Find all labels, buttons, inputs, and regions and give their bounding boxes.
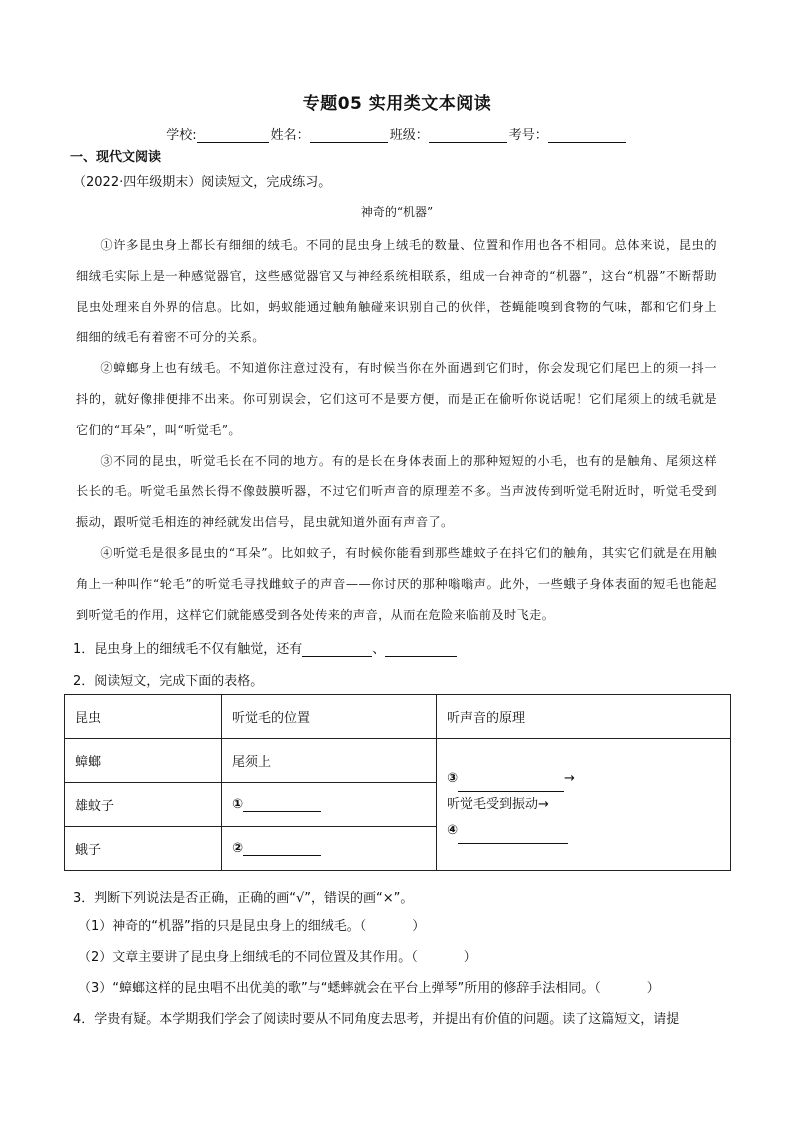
- school-label: 学校:: [166, 128, 197, 143]
- article-paragraph-4: ④听觉毛是很多昆虫的“耳朵”。比如蚊子，有时候你能看到那些雄蚊子在抖它们的触角，其实它们就是在用触角上一种叫作“轮毛”的听觉毛寻找雌蚊子的声音——你讨厌的那种嗡嗡声。此外，一些蛾子身体表面的短毛也能起到听觉毛的作用，这样它们就能感受到各处传来的声音，从而在危险来临前及时飞走。: [76, 545, 717, 622]
- table-header-insect: 昆虫: [65, 695, 222, 739]
- table-cell-insect: 雄蚊子: [65, 783, 222, 827]
- principle-line-3: [447, 818, 730, 844]
- paren-close: ）: [463, 950, 477, 965]
- principle-blank-4[interactable]: [458, 829, 568, 844]
- school-field[interactable]: [197, 128, 269, 143]
- name-label: 姓名：: [270, 128, 310, 143]
- class-field[interactable]: [429, 128, 507, 143]
- question-3: 3．判断下列说法是否正确，正确的画“√”，错误的画“×”。: [73, 891, 414, 906]
- question-1-separator: 、: [372, 642, 386, 657]
- table-cell-principle: [437, 739, 731, 871]
- table-cell-position: [222, 783, 437, 827]
- table-cell-insect: 蛾子: [65, 827, 222, 871]
- question-2: 2．阅读短文，完成下面的表格。: [73, 674, 264, 689]
- name-field[interactable]: [310, 128, 388, 143]
- paren-open: （: [411, 950, 418, 965]
- question-4: 4．学贵有疑。本学期我们学会了阅读时要从不同角度去思考，并提出有价值的问题。读了这篇短文，请提: [73, 1012, 680, 1027]
- article-body: [76, 230, 717, 630]
- question-3-item-3: [78, 977, 660, 996]
- principle-line-1: [447, 766, 730, 792]
- question-3-item-2: [78, 946, 477, 965]
- mark-2: ②: [232, 841, 244, 856]
- principle-blank-3[interactable]: [458, 777, 564, 792]
- question-3-item-3-text: （3）“蟑螂这样的昆虫唱不出优美的歌”与“蟋蟀就会在平台上弹琴”所用的修辞手法相同。: [78, 981, 595, 996]
- arrow-1: →: [564, 770, 575, 786]
- exam-no-field[interactable]: [548, 128, 626, 143]
- paren-open: （: [594, 981, 601, 996]
- table-header-position: 听觉毛的位置: [222, 695, 437, 739]
- paren-close: ）: [646, 981, 660, 996]
- question-3-item-2-text: （2）文章主要讲了昆虫身上细绒毛的不同位置及其作用。: [78, 950, 412, 965]
- position-blank-1[interactable]: [243, 797, 321, 812]
- article-paragraph-2: ②蟑螂身上也有绒毛。不知道你注意过没有，有时候当你在外面遇到它们时，你会发现它们尾巴上的须一抖一抖的，就好像排便排不出来。你可别误会，它们这可不是要方便，而是正在偷听你说话呢！它们尾须上的绒毛就是它们的“耳朵”，叫“听觉毛”。: [76, 361, 717, 437]
- answer-table: [64, 694, 731, 871]
- question-1-blank-1[interactable]: [302, 642, 372, 657]
- paren-close: ）: [412, 919, 426, 934]
- table-cell-position: 尾须上: [222, 739, 437, 783]
- table-row: [65, 739, 731, 783]
- table-header-principle: 听声音的原理: [437, 695, 731, 739]
- mark-1: ①: [232, 797, 244, 812]
- question-3-item-1: [78, 915, 425, 934]
- mark-4: ④: [447, 822, 459, 838]
- section-heading: 一、现代文阅读: [70, 150, 162, 165]
- table-cell-insect: 蟑螂: [65, 739, 222, 783]
- question-1: [73, 638, 457, 657]
- article-paragraph-3: ③不同的昆虫，听觉毛长在不同的地方。有的是长在身体表面上的那种短短的小毛，也有的是触角、尾须这样长长的毛。听觉毛虽然长得不像鼓膜听器，不过它们听声音的原理差不多。当声波传到听觉毛附近时，听觉毛受到振动，跟听觉毛相连的神经就发出信号，昆虫就知道外面有声音了。: [76, 453, 717, 530]
- exam-no-label: 考号：: [508, 128, 548, 143]
- mark-3: ③: [447, 770, 459, 786]
- question-1-blank-2[interactable]: [385, 642, 457, 657]
- table-cell-position: [222, 827, 437, 871]
- page-title: 专题05 实用类文本阅读: [302, 94, 492, 114]
- principle-line-2: 听觉毛受到振动→: [447, 796, 549, 812]
- table-header-row: [65, 695, 731, 739]
- student-info-line: [0, 124, 794, 143]
- position-blank-2[interactable]: [243, 841, 321, 856]
- article-paragraph-1: ①许多昆虫身上都长有细细的绒毛。不同的昆虫身上绒毛的数量、位置和作用也各不相同。总体来说，昆虫的细绒毛实际上是一种感觉器官，这些感觉器官又与神经系统相联系，组成一台神奇的“机器”，这台“机器”不断帮助昆虫处理来自外界的信息。比如，蚂蚁能通过触角触碰来识别自己的伙伴，苍蝇能嗅到食物的气味，都和它们身上细细的绒毛有着密不可分的关系。: [76, 238, 717, 345]
- section-intro: （2022·四年级期末）阅读短文，完成练习。: [73, 175, 332, 190]
- paren-open: （: [359, 919, 367, 934]
- question-3-item-1-text: （1）神奇的“机器”指的只是昆虫身上的细绒毛。: [78, 919, 360, 934]
- question-1-text: 1．昆虫身上的细绒毛不仅有触觉，还有: [73, 642, 303, 657]
- article-title: 神奇的“机器”: [360, 205, 434, 219]
- class-label: 班级：: [389, 128, 429, 143]
